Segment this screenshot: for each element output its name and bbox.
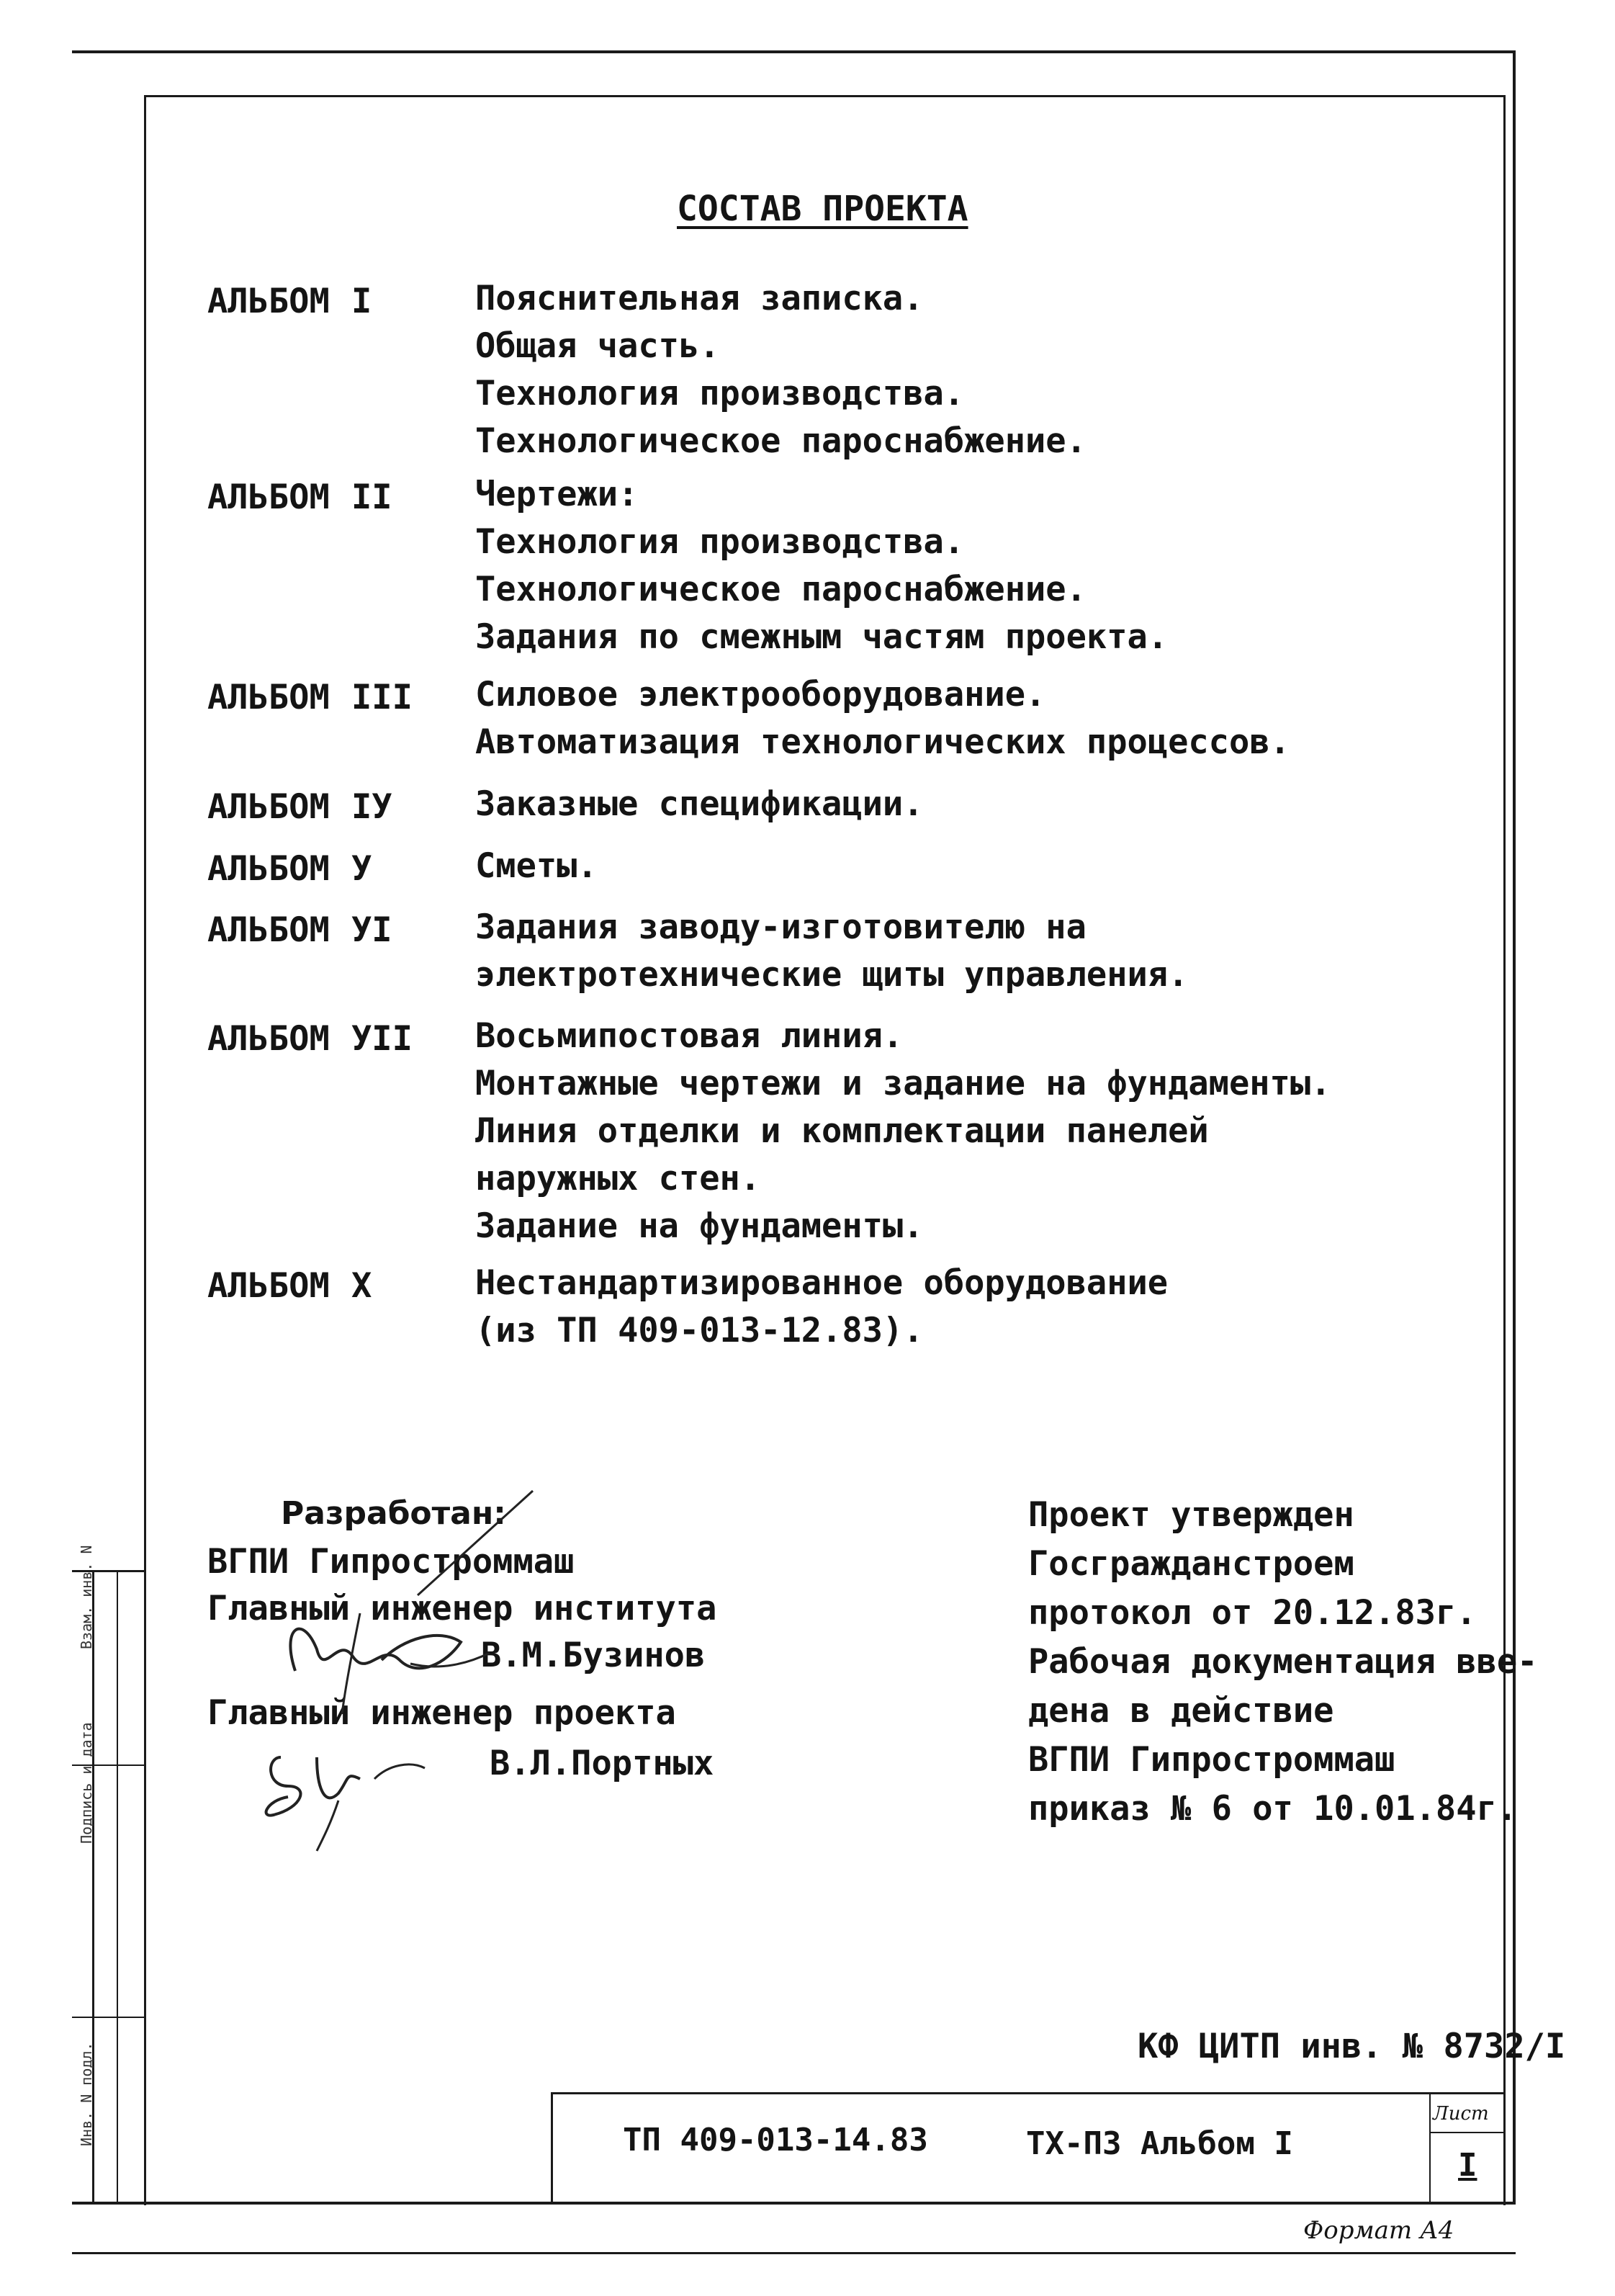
stamp-top xyxy=(551,2092,1506,2094)
album-1-line: Технология производства. xyxy=(475,374,965,413)
inventory-number: КФ ЦИТП инв. № 8732/I xyxy=(1138,2027,1566,2066)
format-line xyxy=(72,2252,1516,2254)
album-3-line: Автоматизация технологических процессов. xyxy=(475,722,1290,762)
album-7-line: Восьмипостовая линия. xyxy=(475,1016,904,1056)
inner-frame-right xyxy=(1503,95,1506,2205)
bottom-border xyxy=(72,2202,1516,2205)
format-label: Формат А4 xyxy=(1303,2216,1454,2245)
approval-line: приказ № 6 от 10.01.84г. xyxy=(1028,1789,1518,1829)
album-5-desc xyxy=(475,843,598,890)
album-8-line: (из ТП 409-013-12.83). xyxy=(475,1311,924,1350)
signature-1 xyxy=(274,1484,576,1721)
approval-line: Госгражданстроем xyxy=(1028,1544,1354,1584)
stamp-left xyxy=(551,2092,553,2204)
margin-strip-mid xyxy=(117,1570,118,2204)
developer-name-1: В.М.Бузинов xyxy=(481,1636,706,1675)
album-6-line: Задания заводу-изготовителю на xyxy=(475,907,1087,947)
margin-label-2: Подпись и дата xyxy=(78,1722,95,1844)
album-3-desc xyxy=(475,671,1290,766)
developer-role-1: Главный инженер института xyxy=(207,1589,717,1628)
album-2-number: II xyxy=(351,477,392,517)
album-2-line: Задания по смежным частям проекта. xyxy=(475,617,1169,657)
album-2-line: Технология производства. xyxy=(475,522,965,562)
margin-divider-2 xyxy=(72,2017,146,2018)
album-7-line: Задание на фундаменты. xyxy=(475,1206,924,1246)
album-1-desc xyxy=(475,275,1087,465)
approval-line: дена в действие xyxy=(1028,1691,1334,1731)
album-3-number: III xyxy=(351,678,413,717)
album-6-number: УI xyxy=(351,910,392,950)
album-8-desc xyxy=(475,1260,1168,1355)
album-1-number: I xyxy=(351,282,372,321)
album-5-line: Сметы. xyxy=(475,846,598,886)
album-6-desc xyxy=(475,904,1188,999)
inner-frame-top xyxy=(144,95,1505,97)
album-4-desc xyxy=(475,781,924,828)
album-8-line: Нестандартизированное оборудование xyxy=(475,1263,1169,1303)
developer-role-2: Главный инженер проекта xyxy=(207,1693,676,1733)
album-4-number: IУ xyxy=(351,787,392,827)
stamp-sheet-number: I xyxy=(1458,2147,1477,2184)
outer-right-border xyxy=(1513,50,1516,2204)
album-2-desc xyxy=(475,471,1168,661)
album-3-line: Силовое электрооборудование. xyxy=(475,675,1046,714)
album-1-line: Технологическое пароснабжение. xyxy=(475,421,1087,461)
album-3-label: АЛЬБОМ III xyxy=(207,678,413,717)
album-7-line: Линия отделки и комплектации панелей xyxy=(475,1111,1209,1151)
approval-line: Рабочая документация вве- xyxy=(1028,1642,1538,1682)
album-6-label: АЛЬБОМ УI xyxy=(207,910,392,950)
album-5-number: У xyxy=(351,849,372,889)
developer-heading: Разработан: xyxy=(281,1495,506,1532)
album-2-line: Технологическое пароснабжение. xyxy=(475,570,1087,609)
stamp-doc: ТХ-ПЗ Альбом I xyxy=(1026,2125,1293,2162)
album-7-desc xyxy=(475,1013,1331,1250)
album-7-label: АЛЬБОМ УII xyxy=(207,1019,413,1059)
developer-org: ВГПИ Гипростроммаш xyxy=(207,1542,575,1582)
album-4-label: АЛЬБОМ IУ xyxy=(207,787,392,827)
album-2-label: АЛЬБОМ II xyxy=(207,477,392,517)
stamp-sheet-hline xyxy=(1429,2132,1505,2133)
album-8-label: АЛЬБОМ X xyxy=(207,1266,372,1306)
album-7-number: УII xyxy=(351,1019,413,1059)
album-7-line: наружных стен. xyxy=(475,1159,761,1198)
album-6-line: электротехнические щиты управления. xyxy=(475,955,1189,995)
approval-line: ВГПИ Гипростроммаш xyxy=(1028,1740,1395,1780)
album-7-line: Монтажные чертежи и задание на фундаменты. xyxy=(475,1064,1331,1103)
approval-line: протокол от 20.12.83г. xyxy=(1028,1593,1477,1633)
developer-name-2: В.Л.Портных xyxy=(490,1744,714,1783)
margin-label-3: Инв. N подл. xyxy=(78,2042,95,2146)
album-2-line: Чертежи: xyxy=(475,475,639,514)
margin-label-1: Взам. инв. N xyxy=(78,1545,95,1649)
stamp-sheet-divider xyxy=(1429,2092,1431,2204)
stamp-sheet-label: Лист xyxy=(1433,2103,1489,2125)
approval-line: Проект утвержден xyxy=(1028,1495,1354,1535)
signature-2 xyxy=(252,1728,439,1858)
page-title: СОСТАВ ПРОЕКТА xyxy=(677,189,968,229)
inner-frame-left xyxy=(144,95,146,2205)
album-1-label: АЛЬБОМ I xyxy=(207,282,372,321)
stamp-code: ТП 409-013-14.83 xyxy=(623,2122,928,2158)
album-5-label: АЛЬБОМ У xyxy=(207,849,372,889)
album-1-line: Общая часть. xyxy=(475,326,720,366)
album-8-number: X xyxy=(351,1266,372,1306)
album-1-line: Пояснительная записка. xyxy=(475,279,924,318)
outer-top-border xyxy=(72,50,1516,53)
album-4-line: Заказные спецификации. xyxy=(475,784,924,824)
